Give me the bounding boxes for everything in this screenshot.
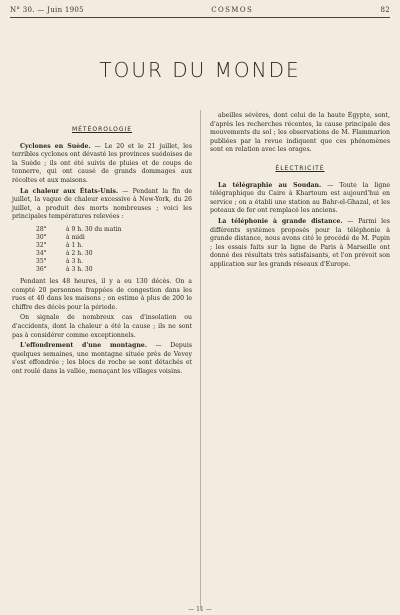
temperature-value: 35° bbox=[36, 257, 47, 265]
journal-name: COSMOS bbox=[211, 6, 254, 14]
issue-info: N° 30. — Juin 1905 bbox=[10, 6, 84, 14]
temperature-row bbox=[36, 234, 192, 242]
temperature-value: 34° bbox=[36, 249, 47, 257]
temperature-time: à 3 h. bbox=[66, 257, 83, 265]
article-chaleur: La chaleur aux États-Unis. — Pendant la fin de juillet, la vague de chaleur excessive à New-York, du 26 juillet, a produit des morts nombreuses ; voici les principales températures relevées : bbox=[12, 187, 193, 221]
article-montagne: L'effondrement d'une montagne. — Depuis quelques semaines, une montagne située près de Vevey s'est effondrée ; les blocs de roche se sont détachés et ont roulé dans la vallée, menaçant les villages voisins. bbox=[12, 342, 192, 375]
electricite-heading: ÉLECTRICITÉ bbox=[275, 164, 325, 172]
temperature-time: à 9 h. 30 du matin bbox=[66, 225, 122, 233]
temperature-value: 36° bbox=[36, 265, 47, 273]
article-telephonie: La téléphonie à grande distance. — Parmi les différents systèmes proposés pour la téléphonie à grande distance, nous avons cité le procédé de M. Pupin ; les essais faits sur la ligne de Paris à Marseille ont donné des résultats très satisfaisants, et l'on prévoit son application sur les grands réseaux d'Europe. bbox=[210, 217, 390, 268]
article-cyclones: Cyclones en Suède. — Le 20 et le 21 juillet, les terribles cyclones ont dévasté les provinces suédoises de la Suède ; ils ont été suivis de pluies et de coups de tonnerre, qui ont causé de grands dommages aux récoltes et aux maisons. bbox=[12, 142, 192, 184]
temperature-time: à 2 h. 30 bbox=[66, 249, 93, 257]
temperature-table bbox=[36, 226, 192, 274]
left-column bbox=[12, 116, 192, 378]
page-footer: — 11 — bbox=[188, 606, 212, 613]
temperature-row bbox=[36, 258, 192, 266]
article-intro-continued: abeilles sévères, dont celui de la haute Égypte, sont, d'après les recherches récentes, la cause principale des mouvements du sol ; les observations de M. Flammarion publiées par la revue indiquent que ces phénomènes sont en relation avec les orages. bbox=[210, 112, 390, 154]
temperature-row bbox=[36, 266, 192, 274]
header-rule bbox=[10, 17, 390, 18]
temperature-row bbox=[36, 242, 192, 250]
temperature-time: à 3 h. 30 bbox=[66, 265, 93, 273]
temperature-time: à midi bbox=[66, 233, 85, 241]
temperature-time: à 1 h. bbox=[66, 241, 83, 249]
section-title: TOUR DU MONDE bbox=[99, 58, 301, 82]
temperature-value: 32° bbox=[36, 241, 47, 249]
article-telegraphie: La télégraphie au Soudan. — Toute la ligne télégraphique du Caire à Khartoum est aujourd'hui en service ; on a établi une station au Bahr-el-Ghazal, et les poteaux de fer ont remplacé les anciens. bbox=[210, 181, 390, 215]
meteorologie-heading: MÉTÉOROLOGIE bbox=[71, 126, 133, 133]
temperature-value: 28° bbox=[36, 225, 47, 233]
page-number: 82 bbox=[380, 6, 390, 14]
article-deaths: Pendant les 48 heures, il y a eu 130 décès. On a compté 20 personnes frappées de congestion dans les rues et 40 dans les maisons ; on estime à plus de 200 le chiffre des décès pour la période. bbox=[12, 277, 192, 311]
temperature-row bbox=[36, 250, 192, 258]
right-column bbox=[210, 112, 390, 272]
article-insolation: On signale de nombreux cas d'insolation ou d'accidents, dont la chaleur a été la cause ; ils ne sont pas à considérer comme exceptionnels. bbox=[12, 314, 192, 339]
column-divider bbox=[200, 110, 201, 610]
temperature-row bbox=[36, 226, 192, 234]
temperature-value: 30° bbox=[36, 233, 47, 241]
running-header bbox=[10, 4, 390, 16]
